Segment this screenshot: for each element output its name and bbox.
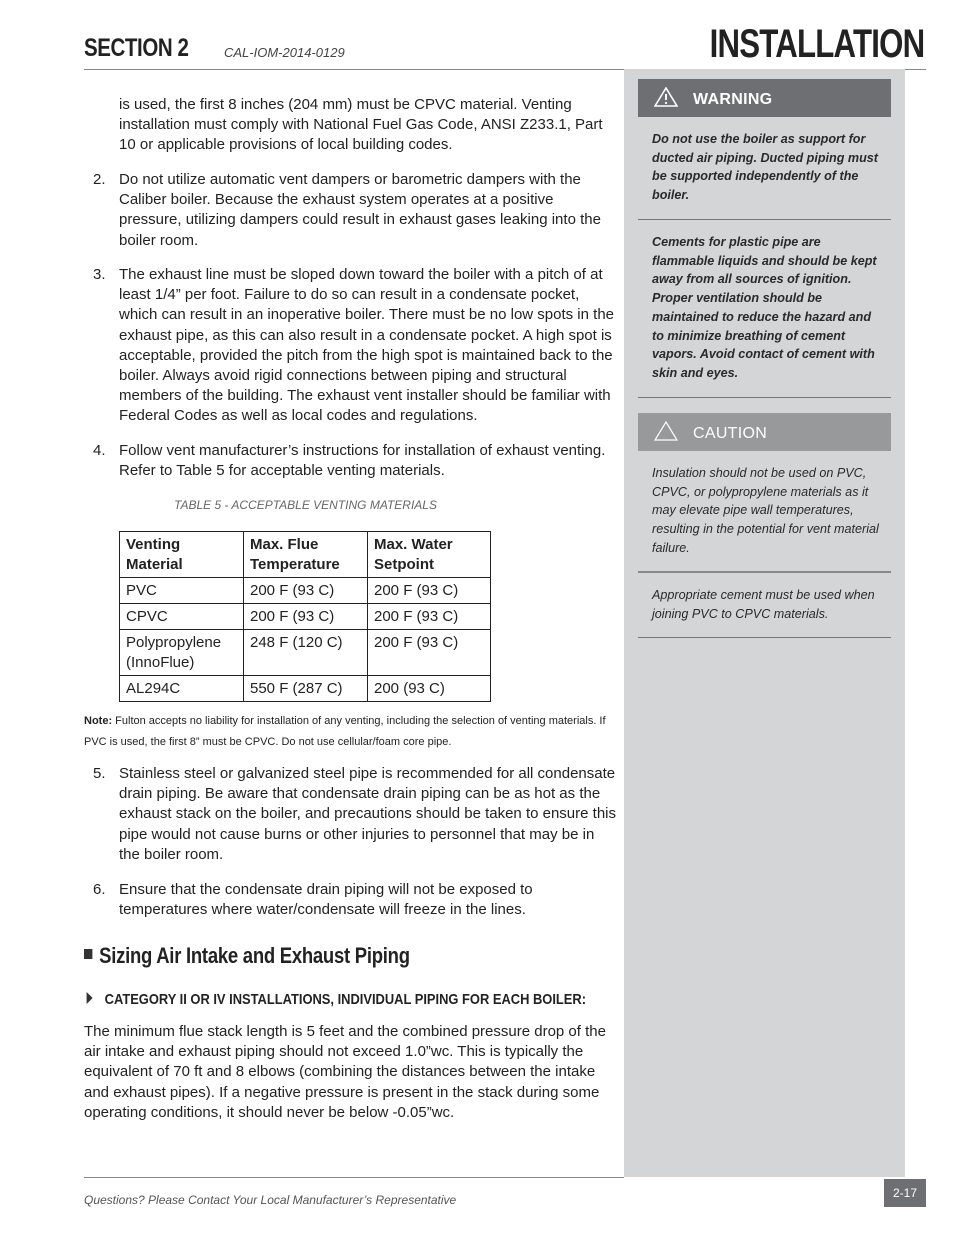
caution-banner: [638, 413, 891, 451]
caution-label: CAUTION: [693, 425, 768, 442]
note-text: Fulton accepts no liability for installation of any venting, including the selection of venting materials. If PVC is used, the first 8” must be CPVC. Do not use cellular/foam core pipe.: [84, 715, 606, 748]
table-cell: AL294C: [120, 676, 244, 702]
table-cell: PVC: [120, 578, 244, 604]
sub-heading: [84, 991, 586, 1008]
list-item: Stainless steel or galvanized steel pipe is recommended for all condensate drain piping. Be aware that condensate drain piping can be as hot as the exhaust stack on the boiler, and precautions should be taken to ensure this pipe would not cause burns or other injuries to personnel that may be in the boiler room.: [119, 765, 616, 863]
list-number: 3.: [93, 266, 106, 283]
note-label: Note:: [84, 715, 113, 727]
warning-banner: [638, 79, 891, 117]
section-label: SECTION 2: [84, 34, 189, 62]
table-note: [84, 711, 624, 752]
venting-materials-table: [119, 531, 491, 702]
sub-heading-text: CATEGORY II OR IV INSTALLATIONS, INDIVIDUAL PIPING FOR EACH BOILER:: [104, 991, 587, 1008]
list-item: The exhaust line must be sloped down toward the boiler with a pitch of at least 1/4” per foot. Failure to do so can result in a condensate pocket, which can result in an inoperative boiler. There must be no low spots in the exhaust pipe, as this can also result in a condensate pocket. A high spot is acceptable, provided the pitch from the high spot is maintained back to the boiler. Always avoid rigid connections between piping and structural members of the building. The exhaust vent installer should be familiar with Federal Codes as well as local codes and regulations.: [119, 266, 614, 425]
caution-text-2: Appropriate cement must be used when joining PVC to CPVC materials.: [652, 588, 875, 621]
table-caption: TABLE 5 - ACCEPTABLE VENTING MATERIALS: [174, 498, 437, 512]
warning-icon: [654, 87, 678, 107]
document-code: CAL-IOM-2014-0129: [224, 45, 345, 60]
table-header-cell: Venting Material: [120, 532, 244, 578]
table-row: [120, 676, 491, 702]
list-number: 4.: [93, 442, 106, 459]
table-cell: 200 F (93 C): [244, 604, 368, 630]
table-cell: Polypropylene (InnoFlue): [120, 630, 244, 676]
table-header-cell: Max. Water Setpoint: [368, 532, 491, 578]
table-row: [120, 630, 491, 676]
footer-divider: [84, 1177, 624, 1178]
section-heading-text: Sizing Air Intake and Exhaust Piping: [99, 943, 410, 968]
table-row: [120, 578, 491, 604]
list-item: Follow vent manufacturer’s instructions for installation of exhaust venting. Refer to Table 5 for acceptable venting materials.: [119, 442, 606, 480]
table-header-cell: Max. Flue Temperature: [244, 532, 368, 578]
body-paragraph: The minimum flue stack length is 5 feet and the combined pressure drop of the air intake and exhaust piping should not exceed 1.0”wc. This is typically the equivalent of 70 ft and 8 elbows (combining the distances between the intake and exhaust pipes). If a negative pressure is present in the stack during some operating conditions, it should never be below -0.05”wc.: [84, 1023, 606, 1121]
table-cell: 248 F (120 C): [244, 630, 368, 676]
caution-icon: [654, 421, 678, 441]
sidebar-divider: [638, 219, 891, 220]
sidebar-divider: [638, 397, 891, 398]
intro-paragraph: is used, the first 8 inches (204 mm) must be CPVC material. Venting installation must comply with National Fuel Gas Code, ANSI Z233.1, Part 10 or applicable provisions of local building codes.: [119, 96, 603, 154]
warning-text-2: Cements for plastic pipe are flammable liquids and should be kept away from all sources of ignition. Proper ventilation should be maintained to reduce the hazard and to minimize breathing of cement vapors. Avoid contact of cement with skin and eyes.: [652, 235, 877, 380]
sidebar-divider: [638, 637, 891, 638]
square-bullet-icon: [84, 949, 92, 959]
warning-text-1: Do not use the boiler as support for ducted air piping. Ducted piping must be supported independently of the boiler.: [652, 132, 878, 203]
warning-label: WARNING: [693, 91, 773, 108]
list-number: 5.: [93, 765, 106, 782]
triangle-bullet-icon: [87, 992, 93, 1004]
caution-text-1: Insulation should not be used on PVC, CPVC, or polypropylene materials as it may elevate pipe wall temperatures, resulting in the potential for vent material failure.: [652, 466, 879, 555]
footer-text: Questions? Please Contact Your Local Manufacturer’s Representative: [84, 1193, 457, 1207]
sidebar-divider: [638, 571, 891, 573]
table-cell: 200 F (93 C): [368, 604, 491, 630]
table-cell: 200 F (93 C): [368, 630, 491, 676]
list-number: 2.: [93, 171, 106, 188]
table-cell: 200 F (93 C): [244, 578, 368, 604]
list-number: 6.: [93, 881, 106, 898]
table-cell: 200 (93 C): [368, 676, 491, 702]
section-heading: [84, 943, 410, 969]
table-cell: 550 F (287 C): [244, 676, 368, 702]
table-row: [120, 604, 491, 630]
list-item: Ensure that the condensate drain piping will not be exposed to temperatures where water/condensate will freeze in the lines.: [119, 881, 533, 919]
page-number: 2-17: [884, 1179, 926, 1207]
table-header-row: [120, 532, 491, 578]
page-title: INSTALLATION: [709, 22, 924, 66]
list-item: Do not utilize automatic vent dampers or barometric dampers with the Caliber boiler. Because the exhaust system operates at a positive pressure, utilizing dampers could result in exhaust gases leaking into the boiler room.: [119, 171, 601, 249]
table-cell: CPVC: [120, 604, 244, 630]
table-cell: 200 F (93 C): [368, 578, 491, 604]
